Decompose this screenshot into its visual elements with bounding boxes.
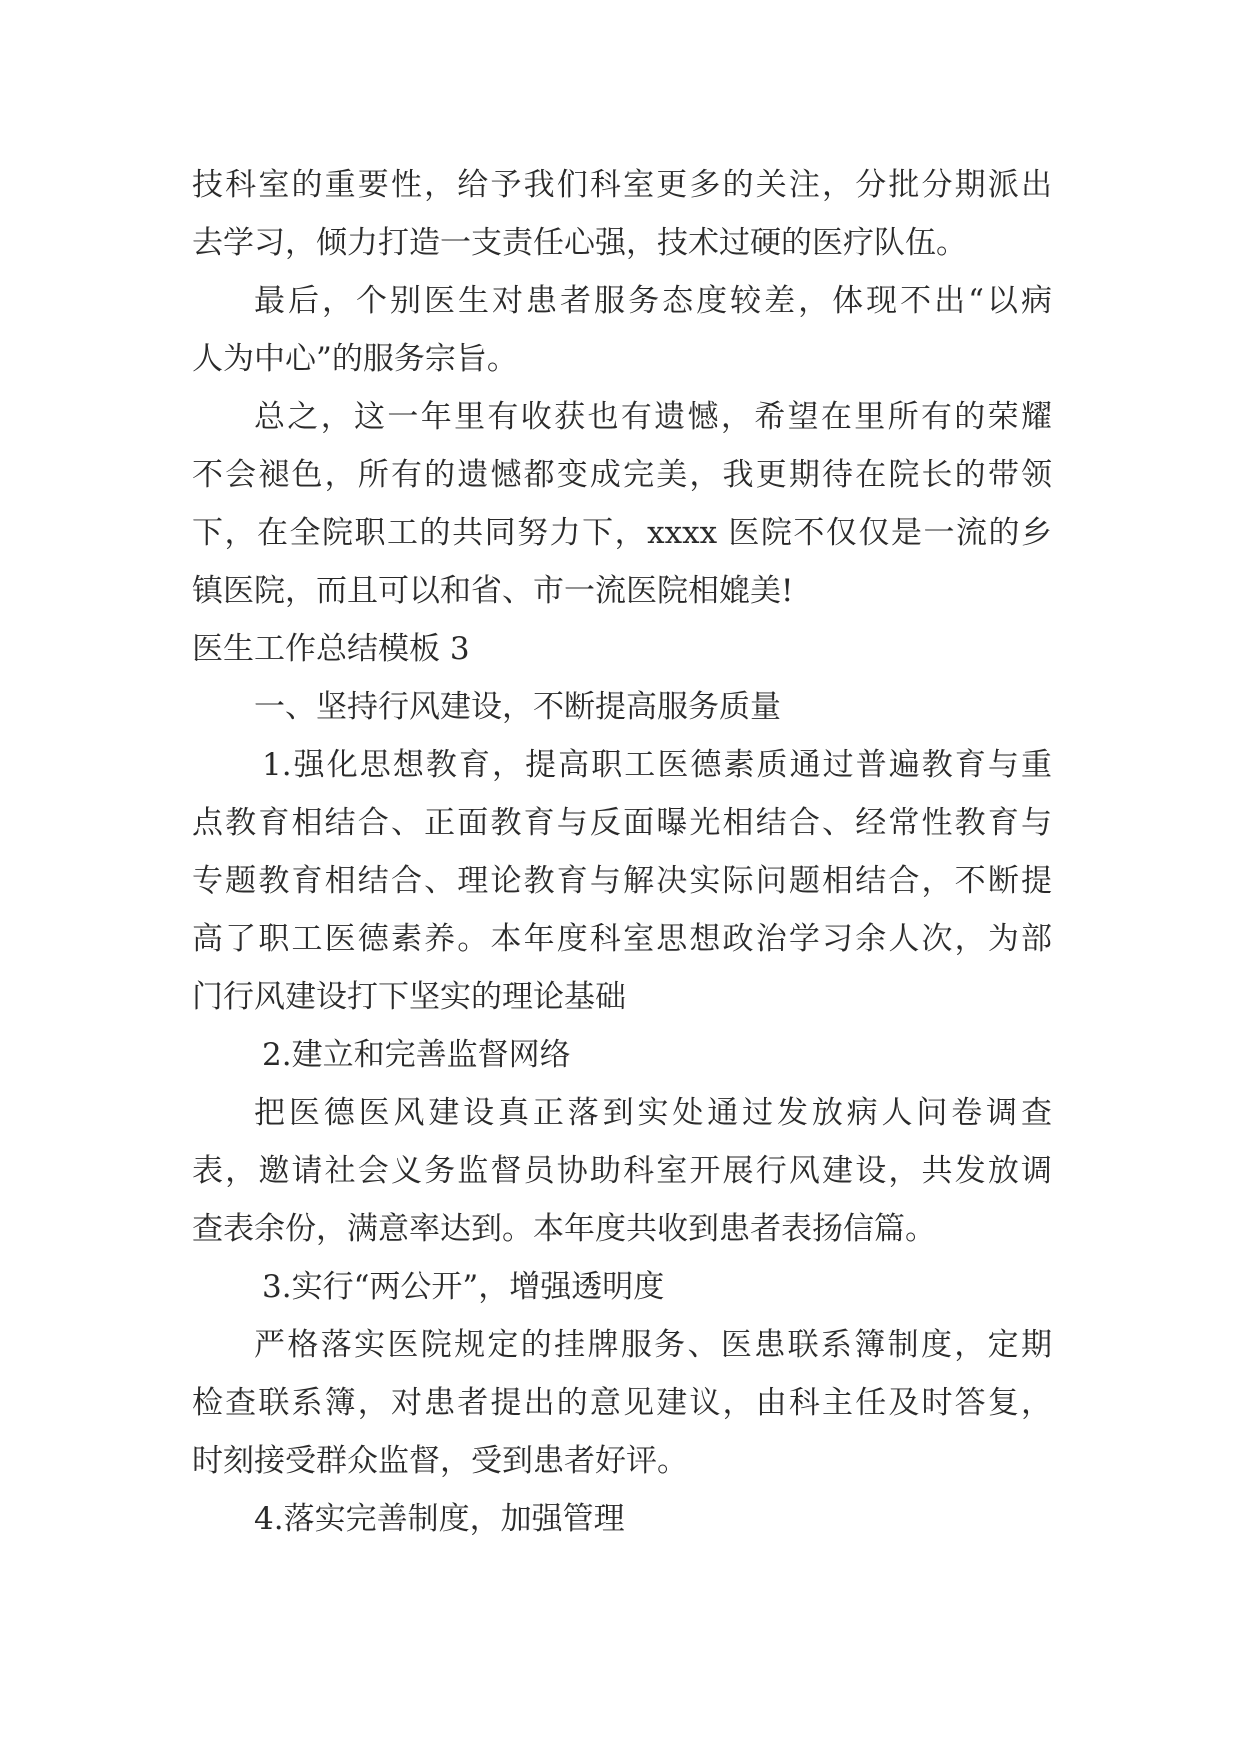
section-heading: 一、坚持行风建设，不断提高服务质量 xyxy=(254,689,781,725)
paragraph-line: 表，邀请社会义务监督员协助科室开展行风建设，共发放调 xyxy=(192,1153,1052,1189)
paragraph-line: 检查联系簿，对患者提出的意见建议，由科主任及时答复， xyxy=(192,1385,1052,1421)
paragraph-line: 高了职工医德素养。本年度科室思想政治学习余人次，为部 xyxy=(192,921,1052,957)
paragraph-line: 不会褪色，所有的遗憾都变成完美，我更期待在院长的带领 xyxy=(192,457,1052,493)
paragraph-line: 把医德医风建设真正落到实处通过发放病人问卷调查 xyxy=(254,1095,1052,1131)
subheading: 3.实行“两公开”，增强透明度 xyxy=(262,1269,665,1305)
subheading: 4.落实完善制度，加强管理 xyxy=(254,1501,625,1537)
paragraph-line: 查表余份，满意率达到。本年度共收到患者表扬信篇。 xyxy=(192,1211,936,1247)
paragraph-line: 总之，这一年里有收获也有遗憾，希望在里所有的荣耀 xyxy=(254,399,1052,435)
paragraph-line: 时刻接受群众监督，受到患者好评。 xyxy=(192,1443,688,1479)
subheading: 2.建立和完善监督网络 xyxy=(262,1037,571,1073)
paragraph-line: 专题教育相结合、理论教育与解决实际问题相结合，不断提 xyxy=(192,863,1052,899)
paragraph-line: 技科室的重要性，给予我们科室更多的关注，分批分期派出 xyxy=(192,167,1052,203)
paragraph-line: 下，在全院职工的共同努力下，xxxx 医院不仅仅是一流的乡 xyxy=(192,515,1052,551)
paragraph-line: 人为中心”的服务宗旨。 xyxy=(192,341,518,377)
paragraph-line: 点教育相结合、正面教育与反面曝光相结合、经常性教育与 xyxy=(192,805,1052,841)
paragraph-line: 去学习，倾力打造一支责任心强，技术过硬的医疗队伍。 xyxy=(192,225,967,261)
paragraph-line: 1.强化思想教育，提高职工医德素质通过普遍教育与重 xyxy=(262,747,1052,783)
paragraph-line: 严格落实医院规定的挂牌服务、医患联系簿制度，定期 xyxy=(254,1327,1052,1363)
paragraph-line: 镇医院，而且可以和省、市一流医院相媲美! xyxy=(192,573,794,609)
section-title: 医生工作总结模板 3 xyxy=(192,631,470,667)
paragraph-line: 门行风建设打下坚实的理论基础 xyxy=(192,979,626,1015)
paragraph-line: 最后，个别医生对患者服务态度较差，体现不出“以病 xyxy=(254,283,1052,319)
